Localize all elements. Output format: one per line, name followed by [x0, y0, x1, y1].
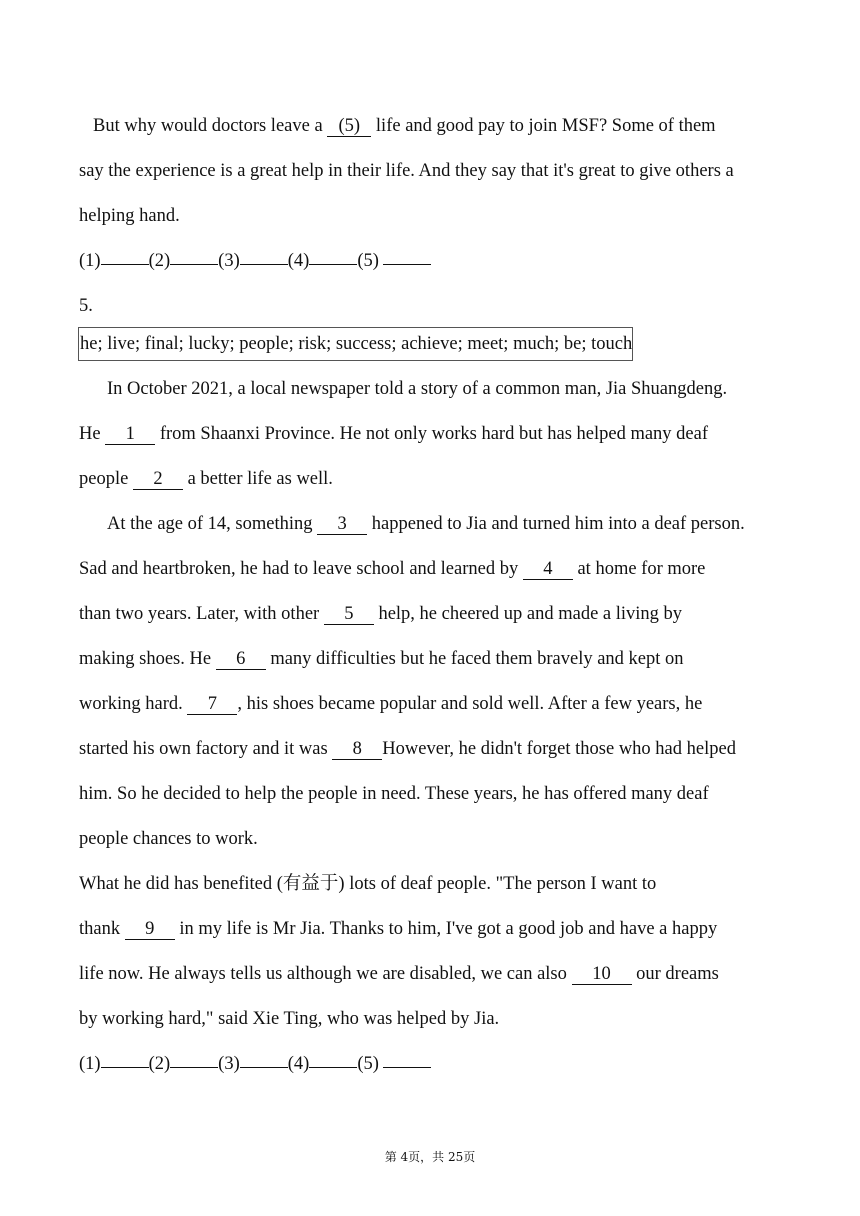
blank-2: 2	[133, 469, 183, 490]
question-number: 5.	[79, 296, 93, 316]
passage-line: Sad and heartbroken, he had to leave school and learned by 4 at home for more	[79, 559, 706, 579]
answer-blank[interactable]	[101, 263, 149, 265]
passage-line: him. So he decided to help the people in need. These years, he has offered many deaf	[79, 784, 709, 804]
passage-line: What he did has benefited (有益于) lots of deaf people. "The person I want to	[79, 874, 657, 894]
passage-line: making shoes. He 6 many difficulties but he faced them bravely and kept on	[79, 649, 684, 669]
passage-line: by working hard," said Xie Ting, who was helped by Jia.	[79, 1009, 500, 1029]
blank-9: 9	[125, 919, 175, 940]
answer-line: (1) (2) (3) (4) (5)	[79, 239, 799, 284]
answer-blank[interactable]	[383, 1066, 431, 1068]
blank-3: 3	[317, 514, 367, 535]
page-footer: 第 4页，共 25页	[384, 1150, 476, 1164]
answer-blank[interactable]	[383, 263, 431, 265]
answer-line: (1) (2) (3) (4) (5)	[79, 1042, 799, 1087]
passage-line: In October 2021, a local newspaper told a story of a common man, Jia Shuangdeng.	[107, 379, 728, 399]
answer-blank[interactable]	[101, 1066, 149, 1068]
word-box: he; live; final; lucky; people; risk; success; achieve; meet; much; be; touch	[78, 327, 633, 361]
answer-blank[interactable]	[240, 1066, 288, 1068]
blank-10: 10	[572, 964, 632, 985]
blank-4: 4	[523, 559, 573, 580]
passage-previous	[79, 104, 799, 329]
passage-story	[79, 367, 799, 1087]
answer-blank[interactable]	[170, 263, 218, 265]
blank-1: 1	[105, 424, 155, 445]
passage-line: helping hand.	[79, 206, 180, 226]
word-box-wrapper	[78, 327, 633, 361]
answer-blank[interactable]	[170, 1066, 218, 1068]
passage-line: At the age of 14, something 3 happened to Jia and turned him into a deaf person.	[107, 514, 745, 534]
blank-5: 5	[324, 604, 374, 625]
passage-line: He 1 from Shaanxi Province. He not only works hard but has helped many deaf	[79, 424, 709, 444]
passage-line: thank 9 in my life is Mr Jia. Thanks to him, I've got a good job and have a happy	[79, 919, 718, 939]
passage-line: people 2 a better life as well.	[79, 469, 333, 489]
answer-blank[interactable]	[240, 263, 288, 265]
answer-blank[interactable]	[309, 1066, 357, 1068]
passage-line: than two years. Later, with other 5 help, he cheered up and made a living by	[79, 604, 683, 624]
passage-line: say the experience is a great help in their life. And they say that it's great to give others a	[79, 161, 734, 181]
passage-line: started his own factory and it was 8 However, he didn't forget those who had helped	[79, 739, 736, 759]
blank-8: 8	[332, 739, 382, 760]
passage-line: life now. He always tells us although we are disabled, we can also 10 our dreams	[79, 964, 719, 984]
passage-line: people chances to work.	[79, 829, 258, 849]
passage-line: working hard. 7 , his shoes became popular and sold well. After a few years, he	[79, 694, 703, 714]
passage-line: But why would doctors leave a (5) life and good pay to join MSF? Some of them	[93, 116, 716, 136]
blank-5: (5)	[327, 116, 371, 137]
blank-6: 6	[216, 649, 266, 670]
blank-7: 7	[187, 694, 237, 715]
answer-blank[interactable]	[309, 263, 357, 265]
